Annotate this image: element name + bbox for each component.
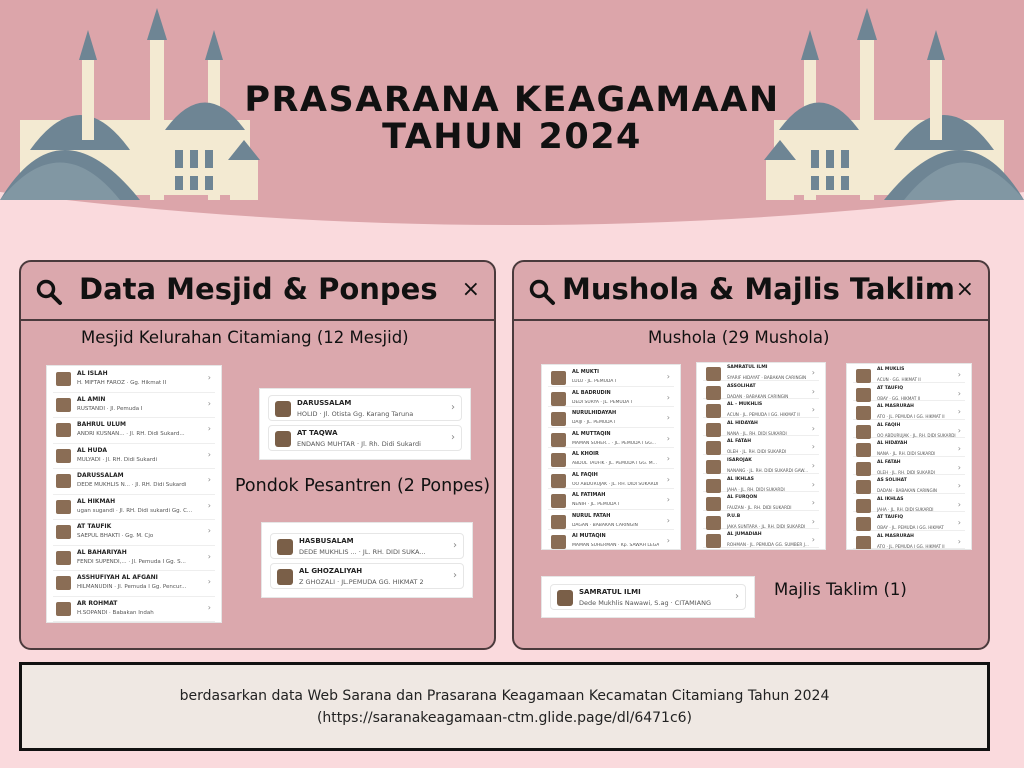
- thumbnail: [706, 367, 721, 381]
- item-name: NURUL FATAH: [572, 512, 611, 519]
- chevron-right-icon: ›: [811, 498, 815, 508]
- thumbnail: [56, 576, 71, 590]
- item-address: DADAN · BABAKAN CARINGIN: [727, 393, 789, 399]
- list-item[interactable]: [550, 584, 746, 610]
- mesjid-list-screenshot: [46, 365, 222, 623]
- thumbnail: [706, 386, 721, 400]
- item-address: OBAY · GG. HIKMAT II: [877, 395, 921, 401]
- close-icon[interactable]: ×: [955, 277, 974, 302]
- list-item[interactable]: [270, 533, 464, 559]
- page-title: [240, 82, 784, 156]
- list-item[interactable]: [548, 449, 674, 469]
- item-address: FENDI SUPENDI,... · Jl. Pemuda I Gg. S...: [77, 558, 186, 565]
- item-address: DEDI SURYA · JL. PEMUDA I: [572, 399, 632, 405]
- item-name: AL MASRURAH: [877, 404, 914, 409]
- thumbnail: [56, 372, 71, 386]
- list-item[interactable]: [548, 388, 674, 408]
- item-name: AL GHOZALIYAH: [299, 567, 363, 575]
- thumbnail: [56, 500, 71, 514]
- item-name: DARUSSALAM: [297, 399, 352, 407]
- item-address: JAHA · JL. RH. DIDI SUKARDI: [877, 506, 934, 512]
- item-name: AL FATIMAH: [572, 492, 606, 498]
- panel-header: [514, 262, 988, 321]
- list-item[interactable]: [853, 532, 965, 550]
- mesjid-ponpes-panel: [19, 260, 496, 650]
- list-item[interactable]: [853, 495, 965, 513]
- chevron-right-icon: ›: [735, 591, 739, 602]
- item-address: SAEPUL BHAKTI · Gg. M. Cjo: [77, 533, 154, 539]
- item-address: HOLID · Jl. Otista Gg. Karang Taruna: [297, 410, 414, 418]
- list-item[interactable]: [53, 394, 215, 419]
- list-item[interactable]: [548, 429, 674, 449]
- list-item[interactable]: [268, 425, 462, 451]
- chevron-right-icon: ›: [957, 481, 961, 490]
- item-name: AL FATAH: [727, 439, 752, 445]
- item-name: AI MUTAQIN: [572, 533, 606, 539]
- chevron-right-icon: ›: [666, 495, 670, 504]
- item-address: OLEH · JL. RH. DIDI SUKARDI: [877, 469, 935, 475]
- item-name: AL FAQIH: [877, 422, 901, 428]
- mushola-majlis-panel: [512, 260, 990, 650]
- item-address: ATO · JL. PEMUDA I GG. HIKMAT II: [877, 414, 945, 419]
- thumbnail: [277, 539, 293, 555]
- chevron-right-icon: ›: [207, 526, 211, 535]
- thumbnail: [856, 517, 871, 531]
- item-name: ASSHUFIYAH AL AFGANI: [77, 574, 158, 581]
- thumbnail: [551, 535, 566, 549]
- thumbnail: [551, 433, 566, 447]
- list-item[interactable]: [270, 563, 464, 589]
- item-address: NANA · JL. RH. DIDI SUKARDI: [727, 430, 787, 436]
- list-item[interactable]: [853, 402, 965, 420]
- source-note: [19, 662, 990, 751]
- item-name: AL BAHARIYAH: [77, 548, 127, 556]
- thumbnail: [856, 499, 871, 513]
- thumbnail: [551, 371, 566, 385]
- item-address: RUSTANDI · Jl. Pemuda I: [77, 405, 143, 412]
- ponpes-screenshot-top: [259, 388, 471, 460]
- item-address: JAHA · JL. RH. DIDI SUKARDI: [727, 486, 785, 492]
- item-address: NANANG · JL. RH. DIDI SUKARDI GAW...: [727, 468, 808, 473]
- item-name: AL MUTTAQIN: [572, 430, 611, 437]
- item-name: ISAROJAK: [727, 458, 752, 463]
- title-line-2: TAHUN 2024: [382, 117, 642, 157]
- list-item[interactable]: [853, 421, 965, 439]
- chevron-right-icon: ›: [666, 536, 670, 545]
- chevron-right-icon: ›: [957, 462, 961, 472]
- item-name: AL MUKLIS: [877, 367, 905, 372]
- list-item[interactable]: [853, 476, 965, 494]
- thumbnail: [856, 480, 871, 494]
- item-address: ENDANG MUHTAR · Jl. Rh. Didi Sukardi: [297, 440, 421, 448]
- thumbnail: [557, 590, 573, 606]
- item-address: Z GHOZALI · JL.PEMUDA GG. HIKMAT 2: [299, 578, 424, 586]
- item-name: SAMRATUL ILMI: [579, 588, 641, 596]
- item-name: AT TAUFIQ: [877, 515, 904, 520]
- item-address: HILMANUDIN · Jl. Pemuda I Gg. Pencur...: [77, 584, 187, 590]
- list-item[interactable]: [703, 512, 819, 530]
- item-address: ugan sugandi · Jl. RH. Didi sukardi Gg. C...: [77, 507, 193, 514]
- list-item[interactable]: [548, 408, 674, 428]
- item-name: NURULHIDAYAH: [572, 410, 617, 416]
- thumbnail: [551, 412, 566, 426]
- item-name: AL AMIN: [77, 395, 106, 403]
- chevron-right-icon: ›: [666, 454, 670, 463]
- list-item[interactable]: [548, 470, 674, 490]
- list-item[interactable]: [703, 530, 819, 548]
- chevron-right-icon: ›: [957, 407, 961, 416]
- chevron-right-icon: ›: [811, 516, 815, 526]
- thumbnail: [706, 479, 721, 493]
- chevron-right-icon: ›: [451, 432, 455, 443]
- list-item[interactable]: [53, 521, 215, 546]
- item-name: AS SOLIHAT: [877, 478, 907, 483]
- item-name: AL HUDA: [77, 446, 108, 454]
- item-address: H.SOPANDI · Babakan Indah: [77, 609, 154, 616]
- thumbnail: [706, 534, 721, 548]
- chevron-right-icon: ›: [207, 373, 211, 382]
- item-address: DEDE MUKHLIS N... · Jl. RH. Didi Sukardi: [77, 482, 187, 488]
- list-item[interactable]: [703, 493, 819, 511]
- item-address: NENIH · JL. PEMUDA I: [572, 502, 620, 507]
- item-name: AT TAUFIK: [77, 523, 112, 530]
- list-item[interactable]: [53, 419, 215, 444]
- chevron-right-icon: ›: [207, 602, 211, 612]
- item-name: BAHRUL ULUM: [77, 421, 126, 428]
- ponpes-subtitle: Pondok Pesantren (2 Ponpes): [235, 476, 491, 496]
- ponpes-screenshot-bottom: [261, 522, 473, 598]
- item-address: DAIJI · JL. PEMUDA I: [572, 420, 616, 425]
- item-name: AL BADRUDIN: [572, 389, 611, 396]
- thumbnail: [56, 449, 71, 463]
- item-address: MAMAN SUHER... · JL. PEMUDA I GG...: [572, 440, 656, 446]
- item-address: JAKA SUNTARA · JL. RH. DIDI SUKARDI: [727, 523, 806, 529]
- item-address: ACUN · GG. HIKMAT II: [877, 377, 921, 382]
- list-item[interactable]: [53, 547, 215, 572]
- item-name: AL FURQON: [727, 495, 758, 501]
- list-item[interactable]: [703, 419, 819, 437]
- list-item[interactable]: [853, 513, 965, 531]
- chevron-right-icon: ›: [811, 535, 815, 545]
- chevron-right-icon: ›: [811, 386, 815, 396]
- chevron-right-icon: ›: [811, 479, 815, 489]
- chevron-right-icon: ›: [453, 570, 457, 581]
- item-name: AL - MUKHLIS: [727, 402, 763, 408]
- item-name: AL IKHLAS: [877, 496, 904, 502]
- item-name: AL HIKMAH: [77, 497, 116, 505]
- item-name: AT TAQWA: [297, 429, 338, 437]
- thumbnail: [706, 516, 721, 530]
- item-address: Dede Mukhlis Nawawi, S.ag · CITAMIANG: [579, 599, 712, 607]
- panel-title: Mushola & Majlis Taklim: [562, 272, 955, 306]
- thumbnail: [551, 453, 566, 467]
- thumbnail: [856, 425, 871, 439]
- thumbnail: [856, 462, 871, 476]
- item-name: DARUSSALAM: [77, 472, 124, 479]
- chevron-right-icon: ›: [811, 368, 815, 377]
- list-item[interactable]: [853, 458, 965, 476]
- list-item[interactable]: [703, 400, 819, 418]
- thumbnail: [551, 494, 566, 508]
- chevron-right-icon: ›: [811, 461, 815, 470]
- title-line-1: PRASARANA KEAGAMAAN: [244, 80, 780, 120]
- chevron-right-icon: ›: [207, 577, 211, 586]
- thumbnail: [551, 392, 566, 406]
- item-name: AL MASRURAH: [877, 533, 914, 539]
- chevron-right-icon: ›: [957, 425, 961, 435]
- chevron-right-icon: ›: [811, 405, 815, 415]
- item-name: AL IKHLAS: [727, 476, 754, 482]
- list-item[interactable]: [548, 531, 674, 550]
- list-item[interactable]: [268, 395, 462, 421]
- item-address: OO ABDURUJAK · JL. RH. DIDI SUKARDI: [572, 481, 659, 487]
- thumbnail: [275, 431, 291, 447]
- close-icon[interactable]: ×: [461, 277, 480, 302]
- item-address: OO ABDURUJAK · JL. RH. DIDI SUKARDI: [877, 432, 956, 438]
- list-item[interactable]: [548, 490, 674, 510]
- list-item[interactable]: [548, 367, 674, 387]
- thumbnail: [56, 551, 71, 565]
- list-item[interactable]: [703, 456, 819, 474]
- chevron-right-icon: ›: [207, 449, 211, 459]
- chevron-right-icon: ›: [666, 413, 670, 422]
- item-address: DAGAN · BABAKAN CARINGIN: [572, 522, 638, 528]
- thumbnail: [551, 515, 566, 529]
- item-name: AL HIDAYAH: [877, 441, 908, 446]
- chevron-right-icon: ›: [666, 392, 670, 402]
- thumbnail: [56, 602, 71, 616]
- chevron-right-icon: ›: [207, 551, 211, 561]
- thumbnail: [856, 406, 871, 420]
- list-item[interactable]: [853, 365, 965, 383]
- chevron-right-icon: ›: [666, 433, 670, 443]
- list-item[interactable]: [53, 445, 215, 470]
- list-item[interactable]: [53, 572, 215, 597]
- mesjid-subtitle: Mesjid Kelurahan Citamiang (12 Mesjid): [81, 328, 409, 347]
- item-address: ROHMAN · JL. PEMUDA GG. SUMBER J...: [727, 542, 809, 548]
- thumbnail: [56, 525, 71, 539]
- item-name: AL FAQIH: [572, 471, 598, 478]
- list-item[interactable]: [53, 470, 215, 495]
- thumbnail: [706, 497, 721, 511]
- item-address: LULU · JL. PEMUDA I: [572, 379, 617, 384]
- majlis-screenshot: [541, 576, 755, 618]
- chevron-right-icon: ›: [451, 402, 455, 413]
- thumbnail: [706, 460, 721, 474]
- chevron-right-icon: ›: [666, 474, 670, 484]
- majlis-subtitle: Majlis Taklim (1): [774, 580, 907, 599]
- mushola-list-screenshot-2: [696, 362, 826, 550]
- thumbnail: [551, 474, 566, 488]
- thumbnail: [856, 443, 871, 457]
- mushola-subtitle: Mushola (29 Mushola): [648, 328, 830, 347]
- list-item[interactable]: [853, 439, 965, 457]
- item-address: H. MIFTAH FAROZ · Gg. Hikmat II: [77, 380, 167, 386]
- item-address: ANDRI KUSNAN... · Jl. RH. Didi Sukard...: [77, 431, 185, 437]
- item-address: FAUZAN · JL. RH. DIDI SUKARDI: [727, 505, 792, 511]
- chevron-right-icon: ›: [957, 444, 961, 453]
- panel-title: Data Mesjid & Ponpes: [79, 272, 438, 306]
- chevron-right-icon: ›: [957, 499, 961, 509]
- item-address: ABDUL TAUFIK · JL. PEMUDA I GG. M...: [572, 461, 657, 466]
- list-item[interactable]: [703, 382, 819, 400]
- list-item[interactable]: [703, 437, 819, 455]
- chevron-right-icon: ›: [207, 398, 211, 408]
- chevron-right-icon: ›: [666, 372, 670, 381]
- item-name: P.U.B: [727, 513, 741, 519]
- item-address: SYARIF HIDAYAT · BABAKAN CARINGIN: [727, 375, 807, 380]
- item-address: MULYADI · Jl. RH. Didi Sukardi: [77, 456, 158, 463]
- item-name: HASBUSALAM: [299, 537, 354, 545]
- chevron-right-icon: ›: [207, 424, 211, 433]
- chevron-right-icon: ›: [957, 370, 961, 379]
- item-name: AL HIDAYAH: [727, 420, 758, 426]
- list-item[interactable]: [853, 384, 965, 402]
- thumbnail: [856, 388, 871, 402]
- list-item[interactable]: [703, 475, 819, 493]
- item-name: AR ROHMAT: [77, 599, 118, 607]
- chevron-right-icon: ›: [957, 518, 961, 527]
- chevron-right-icon: ›: [811, 442, 815, 452]
- chevron-right-icon: ›: [957, 388, 961, 398]
- chevron-right-icon: ›: [453, 540, 457, 551]
- mushola-list-screenshot-3: [846, 363, 972, 550]
- thumbnail: [856, 536, 871, 550]
- thumbnail: [56, 474, 71, 488]
- item-address: OBAY · JL. PEMUDA I GG. HIKMAT: [877, 525, 944, 530]
- thumbnail: [56, 423, 71, 437]
- search-icon[interactable]: [35, 278, 63, 306]
- thumbnail: [706, 441, 721, 455]
- item-name: AL ISLAH: [77, 370, 108, 377]
- thumbnail: [706, 423, 721, 437]
- chevron-right-icon: ›: [957, 536, 961, 546]
- item-name: ASSOLIHAT: [727, 383, 756, 389]
- chevron-right-icon: ›: [811, 423, 815, 433]
- chevron-right-icon: ›: [207, 475, 211, 484]
- item-name: AL JUMADIAH: [727, 532, 762, 538]
- list-item[interactable]: [703, 363, 819, 381]
- item-name: AT TAUFIQ: [877, 385, 904, 391]
- item-address: ATO · JL. PEMUDA I GG. HIKMAT II: [877, 543, 945, 549]
- item-address: DADAN · BABAKAN CARINGIN: [877, 488, 937, 493]
- item-name: AL FATAH: [877, 459, 901, 465]
- list-item[interactable]: [53, 598, 215, 623]
- item-address: OLEH · JL. RH. DIDI SUKARDI: [727, 449, 787, 455]
- item-name: AL MUKTI: [572, 369, 599, 375]
- mushola-list-screenshot-1: [541, 364, 681, 550]
- item-address: DEDE MUKHLIS ... · JL. RH. DIDI SUKA...: [299, 548, 426, 556]
- item-name: SAMRATUL ILMI: [727, 365, 768, 370]
- thumbnail: [277, 569, 293, 585]
- chevron-right-icon: ›: [666, 515, 670, 525]
- panel-header: [21, 262, 494, 321]
- thumbnail: [275, 401, 291, 417]
- search-icon[interactable]: [528, 278, 556, 306]
- item-address: ACUN · JL. PEMUDA I GG. HIKMAT II: [727, 412, 800, 418]
- thumbnail: [856, 369, 871, 383]
- source-url[interactable]: (https://saranakeagamaan-ctm.glide.page/dl/6471c6): [316, 710, 693, 726]
- item-name: AL KHOIR: [572, 451, 599, 457]
- thumbnail: [56, 398, 71, 412]
- item-address: MAMAN SUHERMAN · Kp. SAWAH LEGA: [572, 543, 660, 548]
- thumbnail: [706, 404, 721, 418]
- list-item[interactable]: [53, 496, 215, 521]
- item-address: NANA · JL. RH. DIDI SUKARDI: [877, 451, 936, 456]
- chevron-right-icon: ›: [207, 500, 211, 510]
- list-item[interactable]: [548, 511, 674, 531]
- list-item[interactable]: [53, 368, 215, 393]
- source-text: berdasarkan data Web Sarana dan Prasarana Keagamaan Kecamatan Citamiang Tahun 2024: [179, 688, 830, 704]
